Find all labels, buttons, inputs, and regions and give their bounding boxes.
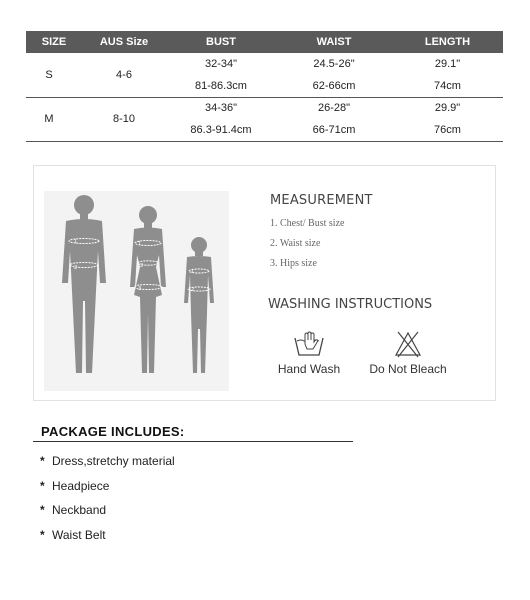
cell-bust-cm: 81-86.3cm — [166, 75, 276, 97]
cell-waist-inches: 26-28" — [317, 102, 351, 115]
measurement-list — [270, 217, 344, 277]
header-aus-size: AUS Size — [82, 31, 166, 53]
cell-aus-size: 8-10 — [82, 97, 166, 141]
figure-mark-1: 1 — [74, 239, 78, 245]
svg-text:1: 1 — [191, 269, 195, 275]
woman-silhouette — [130, 206, 166, 373]
list-item — [40, 523, 175, 548]
size-chart-table — [26, 31, 503, 142]
cell-length-cm: 74cm — [392, 75, 503, 97]
body-silhouettes — [44, 191, 229, 391]
figure-mark-2: 2 — [74, 265, 78, 271]
bullet-mark: * — [40, 503, 45, 518]
hand-wash-icon — [292, 330, 326, 358]
cell-waist-inches: 24.5-26" — [313, 58, 355, 70]
cell-bust-inches: 32-34" — [204, 58, 238, 70]
package-includes-title: PACKAGE INCLUDES: — [41, 424, 185, 439]
hand-wash-instruction — [274, 330, 344, 376]
list-item: 3. Hips size — [270, 258, 317, 269]
list-item — [40, 498, 175, 523]
measurement-title: MEASUREMENT — [270, 193, 373, 208]
svg-text:1: 1 — [138, 241, 142, 247]
cell-size: S — [26, 53, 82, 97]
cell-bust-cm: 86.3-91.4cm — [166, 119, 276, 141]
cell-waist-cm: 62-66cm — [276, 75, 392, 97]
bullet-mark: * — [40, 528, 45, 543]
header-length: LENGTH — [392, 31, 503, 53]
svg-text:3: 3 — [138, 286, 142, 292]
cell-length-inches: 29.9" — [434, 102, 461, 115]
package-item: Neckband — [52, 503, 107, 518]
package-item: Waist Belt — [52, 528, 106, 543]
package-list — [40, 449, 175, 547]
header-bust: BUST — [166, 31, 276, 53]
cell-bust-inches: 34-36" — [204, 102, 238, 115]
hand-wash-label: Hand Wash — [277, 362, 341, 376]
measurement-panel — [33, 165, 496, 401]
svg-text:2: 2 — [191, 287, 195, 293]
table-row — [26, 53, 503, 75]
svg-text:2: 2 — [140, 263, 144, 269]
do-not-bleach-instruction — [367, 330, 449, 376]
list-item — [40, 474, 175, 499]
cell-size: M — [26, 97, 82, 141]
do-not-bleach-icon — [393, 330, 423, 358]
body-figures-illustration — [44, 191, 229, 391]
bullet-mark: * — [40, 454, 45, 469]
do-not-bleach-label: Do Not Bleach — [369, 362, 447, 376]
package-item: Headpiece — [52, 478, 110, 493]
package-divider — [33, 441, 353, 442]
list-item: 1. Chest/ Bust size — [270, 218, 345, 229]
size-chart-header-row — [26, 31, 503, 53]
header-waist: WAIST — [276, 31, 392, 53]
washing-instructions-title: WASHING INSTRUCTIONS — [268, 297, 433, 312]
table-row — [26, 97, 503, 119]
cell-length-inches: 29.1" — [434, 58, 461, 70]
list-item: 2. Waist size — [270, 238, 321, 249]
cell-aus-size: 4-6 — [82, 53, 166, 97]
header-size: SIZE — [26, 31, 82, 53]
cell-length-cm: 76cm — [392, 119, 503, 141]
child-silhouette — [184, 237, 214, 373]
bullet-mark: * — [40, 478, 45, 493]
package-item: Dress,stretchy material — [52, 454, 175, 469]
man-silhouette — [62, 195, 106, 373]
list-item — [40, 449, 175, 474]
cell-waist-cm: 66-71cm — [276, 119, 392, 141]
